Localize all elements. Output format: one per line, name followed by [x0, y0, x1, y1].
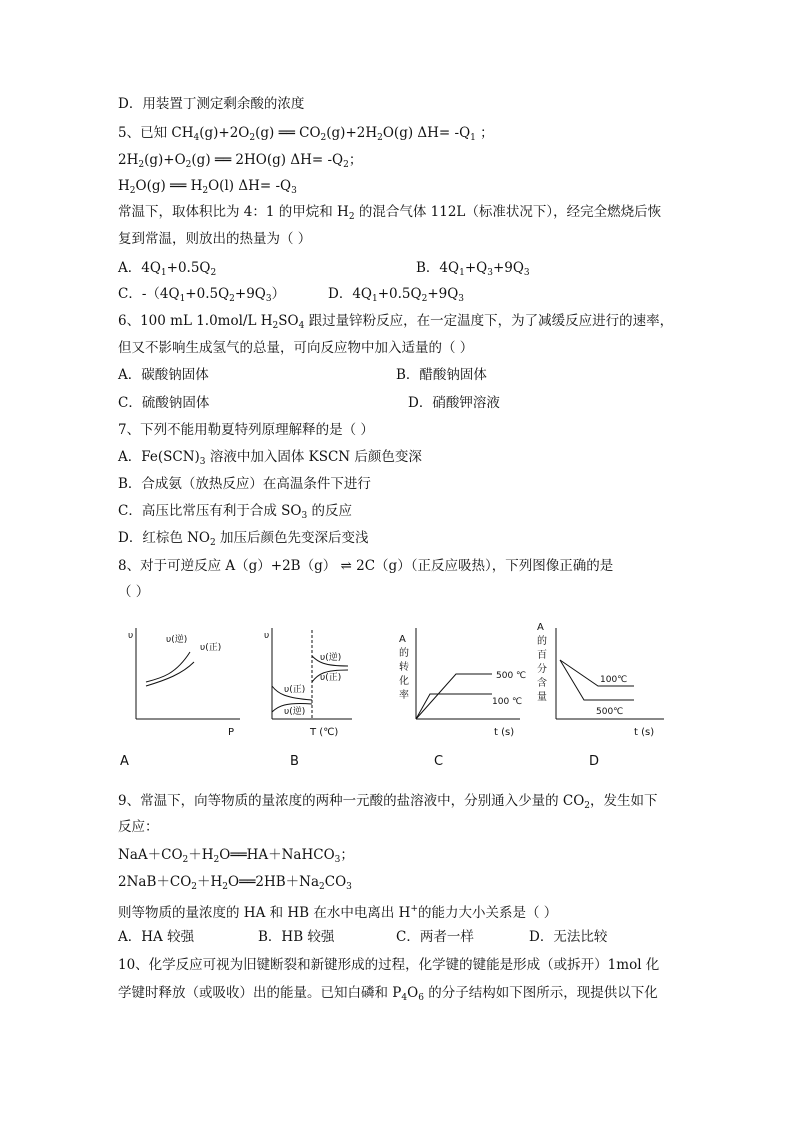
q9-option-c: C．两者一样: [396, 929, 474, 945]
graph-d-label-100: 100℃: [600, 675, 628, 685]
q10-stem-line-2: 学键时释放（或吸收）出的能量。已知白磷和 $P_4O_6$ 的分子结构如下图所示，现提供以下化: [118, 985, 658, 1003]
q9-stem-line-1: 9、常温下，向等物质的量浓度的两种一元酸的盐溶液中，分别通入少量的 $CO_2$，发生如下: [118, 793, 658, 811]
graph-d-caption: D: [589, 754, 600, 769]
q7-option-a: A．$Fe(SCN)_3$ 溶液中加入固体 KSCN 后颜色变深: [118, 449, 422, 467]
graph-a-y-label: υ: [128, 631, 134, 641]
q7-option-d: D．红棕色 $NO_2$ 加压后颜色先变深后变浅: [118, 530, 369, 548]
q9-stem-line-2: 反应：: [118, 819, 159, 835]
graph-c-y-label-2: 的: [399, 648, 409, 659]
q5-option-c: C．$-(4Q_1+0.5Q_2+9Q_3)$: [118, 286, 286, 304]
q9-option-d: D．无法比较: [529, 929, 608, 945]
graph-c-caption: C: [434, 754, 444, 769]
graph-c-y-label-5: 率: [399, 690, 409, 701]
q5-option-b: B．$4Q_1+Q_3+9Q_3$: [416, 260, 530, 278]
graph-a-curve-forward: [146, 662, 194, 686]
graph-b: [258, 622, 358, 740]
graph-b-y-label: υ: [264, 631, 270, 641]
q8-stem-line-1: 8、对于可逆反应 A（g）+2B（g） ⇌ 2C（g）（正反应吸热），下列图像正确的是: [118, 558, 614, 574]
q5-option-d: D．$4Q_1+0.5Q_2+9Q_3$: [328, 286, 465, 304]
graph-d-y-label-3: 百: [537, 650, 547, 661]
q9-stem-line-3: 则等物质的量浓度的 HA 和 HB 在水中电离出 H+的能力大小关系是（ ）: [118, 904, 558, 921]
q5-stem-line-2: 复到常温，则放出的热量为（ ）: [118, 231, 312, 247]
graph-a-label-reverse: υ(逆): [166, 635, 188, 645]
graph-c-y-label-1: A: [399, 634, 406, 645]
q9-option-a: A．HA 较强: [118, 929, 195, 945]
q7-option-c: C．高压比常压有利于合成 $SO_3$ 的反应: [118, 503, 352, 521]
graph-b-caption: B: [290, 754, 299, 769]
q10-stem-line-1: 10、化学反应可视为旧键断裂和新键形成的过程，化学键的键能是形成（或拆开）1mol 化: [118, 957, 660, 973]
q8-stem-line-2: （ ）: [118, 584, 150, 600]
graph-c-x-label: t (s): [494, 727, 515, 738]
q5-stem-line-1: 常温下，取体积比为 4：1 的甲烷和 $H_2$ 的混合气体 112L（标准状况下），经完全燃烧后恢: [118, 204, 662, 222]
graph-c-label-500: 500 ℃: [496, 671, 526, 681]
q5-equation-2: $2H_2(g)+O_2(g)$ ══ 2HO(g) $\Delta H= -Q_2$；: [118, 152, 363, 170]
graph-b-label-3: υ(逆): [320, 653, 342, 663]
q9-option-b: B．HB 较强: [258, 929, 335, 945]
graph-a: [122, 622, 252, 740]
graph-c: [396, 622, 526, 740]
graph-b-label-2: υ(逆): [284, 707, 306, 717]
graph-d-label-500: 500℃: [596, 707, 624, 717]
graph-d-y-label-4: 分: [537, 664, 547, 675]
graph-c-line-500: [416, 674, 492, 719]
q5-option-a: A．$4Q_1+0.5Q_2$: [118, 260, 217, 278]
graph-a-caption: A: [120, 754, 129, 769]
q6-stem-line-1: 6、100 mL 1.0mol/L $H_2SO_4$ 跟过量锌粉反应，在一定温度下，为了减缓反应进行的速率，: [118, 313, 674, 331]
graph-a-label-forward: υ(正): [200, 643, 222, 653]
graph-c-label-100: 100 ℃: [492, 697, 523, 707]
q7-option-b: B．合成氨（放热反应）在高温条件下进行: [118, 476, 371, 492]
q9-equation-2: $2NaB+CO_2+H_2O══2HB+Na_2CO_3$: [118, 874, 352, 892]
q6-option-a: A．碳酸钠固体: [118, 367, 209, 383]
graph-a-x-label: P: [228, 727, 235, 738]
q6-stem-line-2: 但又不影响生成氢气的总量，可向反应物中加入适量的（ ）: [118, 340, 474, 356]
graph-c-y-label-4: 化: [399, 676, 409, 687]
graph-d-y-label-2: 的: [537, 636, 547, 647]
graph-b-label-4: υ(正): [320, 673, 342, 683]
graph-b-label-1: υ(正): [284, 685, 306, 695]
q7-stem: 7、下列不能用勒夏特列原理解释的是（ ）: [118, 422, 374, 438]
q5-equation-3: $H_2O(g)$ ══ $H_2O(l)$ $\Delta H= -Q_3$: [118, 178, 297, 196]
graph-c-y-label-3: 转: [399, 662, 409, 673]
graph-d-y-label-6: 量: [537, 692, 547, 703]
q6-option-d: D．硝酸钾溶液: [408, 395, 500, 411]
graph-b-x-label: T (℃): [310, 727, 339, 738]
q9-equation-1: $NaA+CO_2+H_2O══HA+NaHCO_3$；: [118, 847, 354, 865]
graph-d-y-label-5: 含: [537, 678, 547, 689]
graph-d: [534, 618, 670, 740]
q4-option-d: D．用装置丁测定剩余酸的浓度: [118, 96, 305, 112]
graph-d-x-label: t (s): [634, 727, 655, 738]
q6-option-c: C．硫酸钠固体: [118, 395, 210, 411]
graph-a-curve-reverse: [146, 652, 190, 682]
q6-option-b: B．醋酸钠固体: [396, 367, 487, 383]
graph-d-y-label-1: A: [537, 622, 544, 633]
q5-equation-1: 5、已知 $CH_4(g)+2O_2(g)$ ══ $CO_2(g)+2H_2O(g)$ $\Delta H= -Q_1$ ；: [118, 125, 494, 143]
